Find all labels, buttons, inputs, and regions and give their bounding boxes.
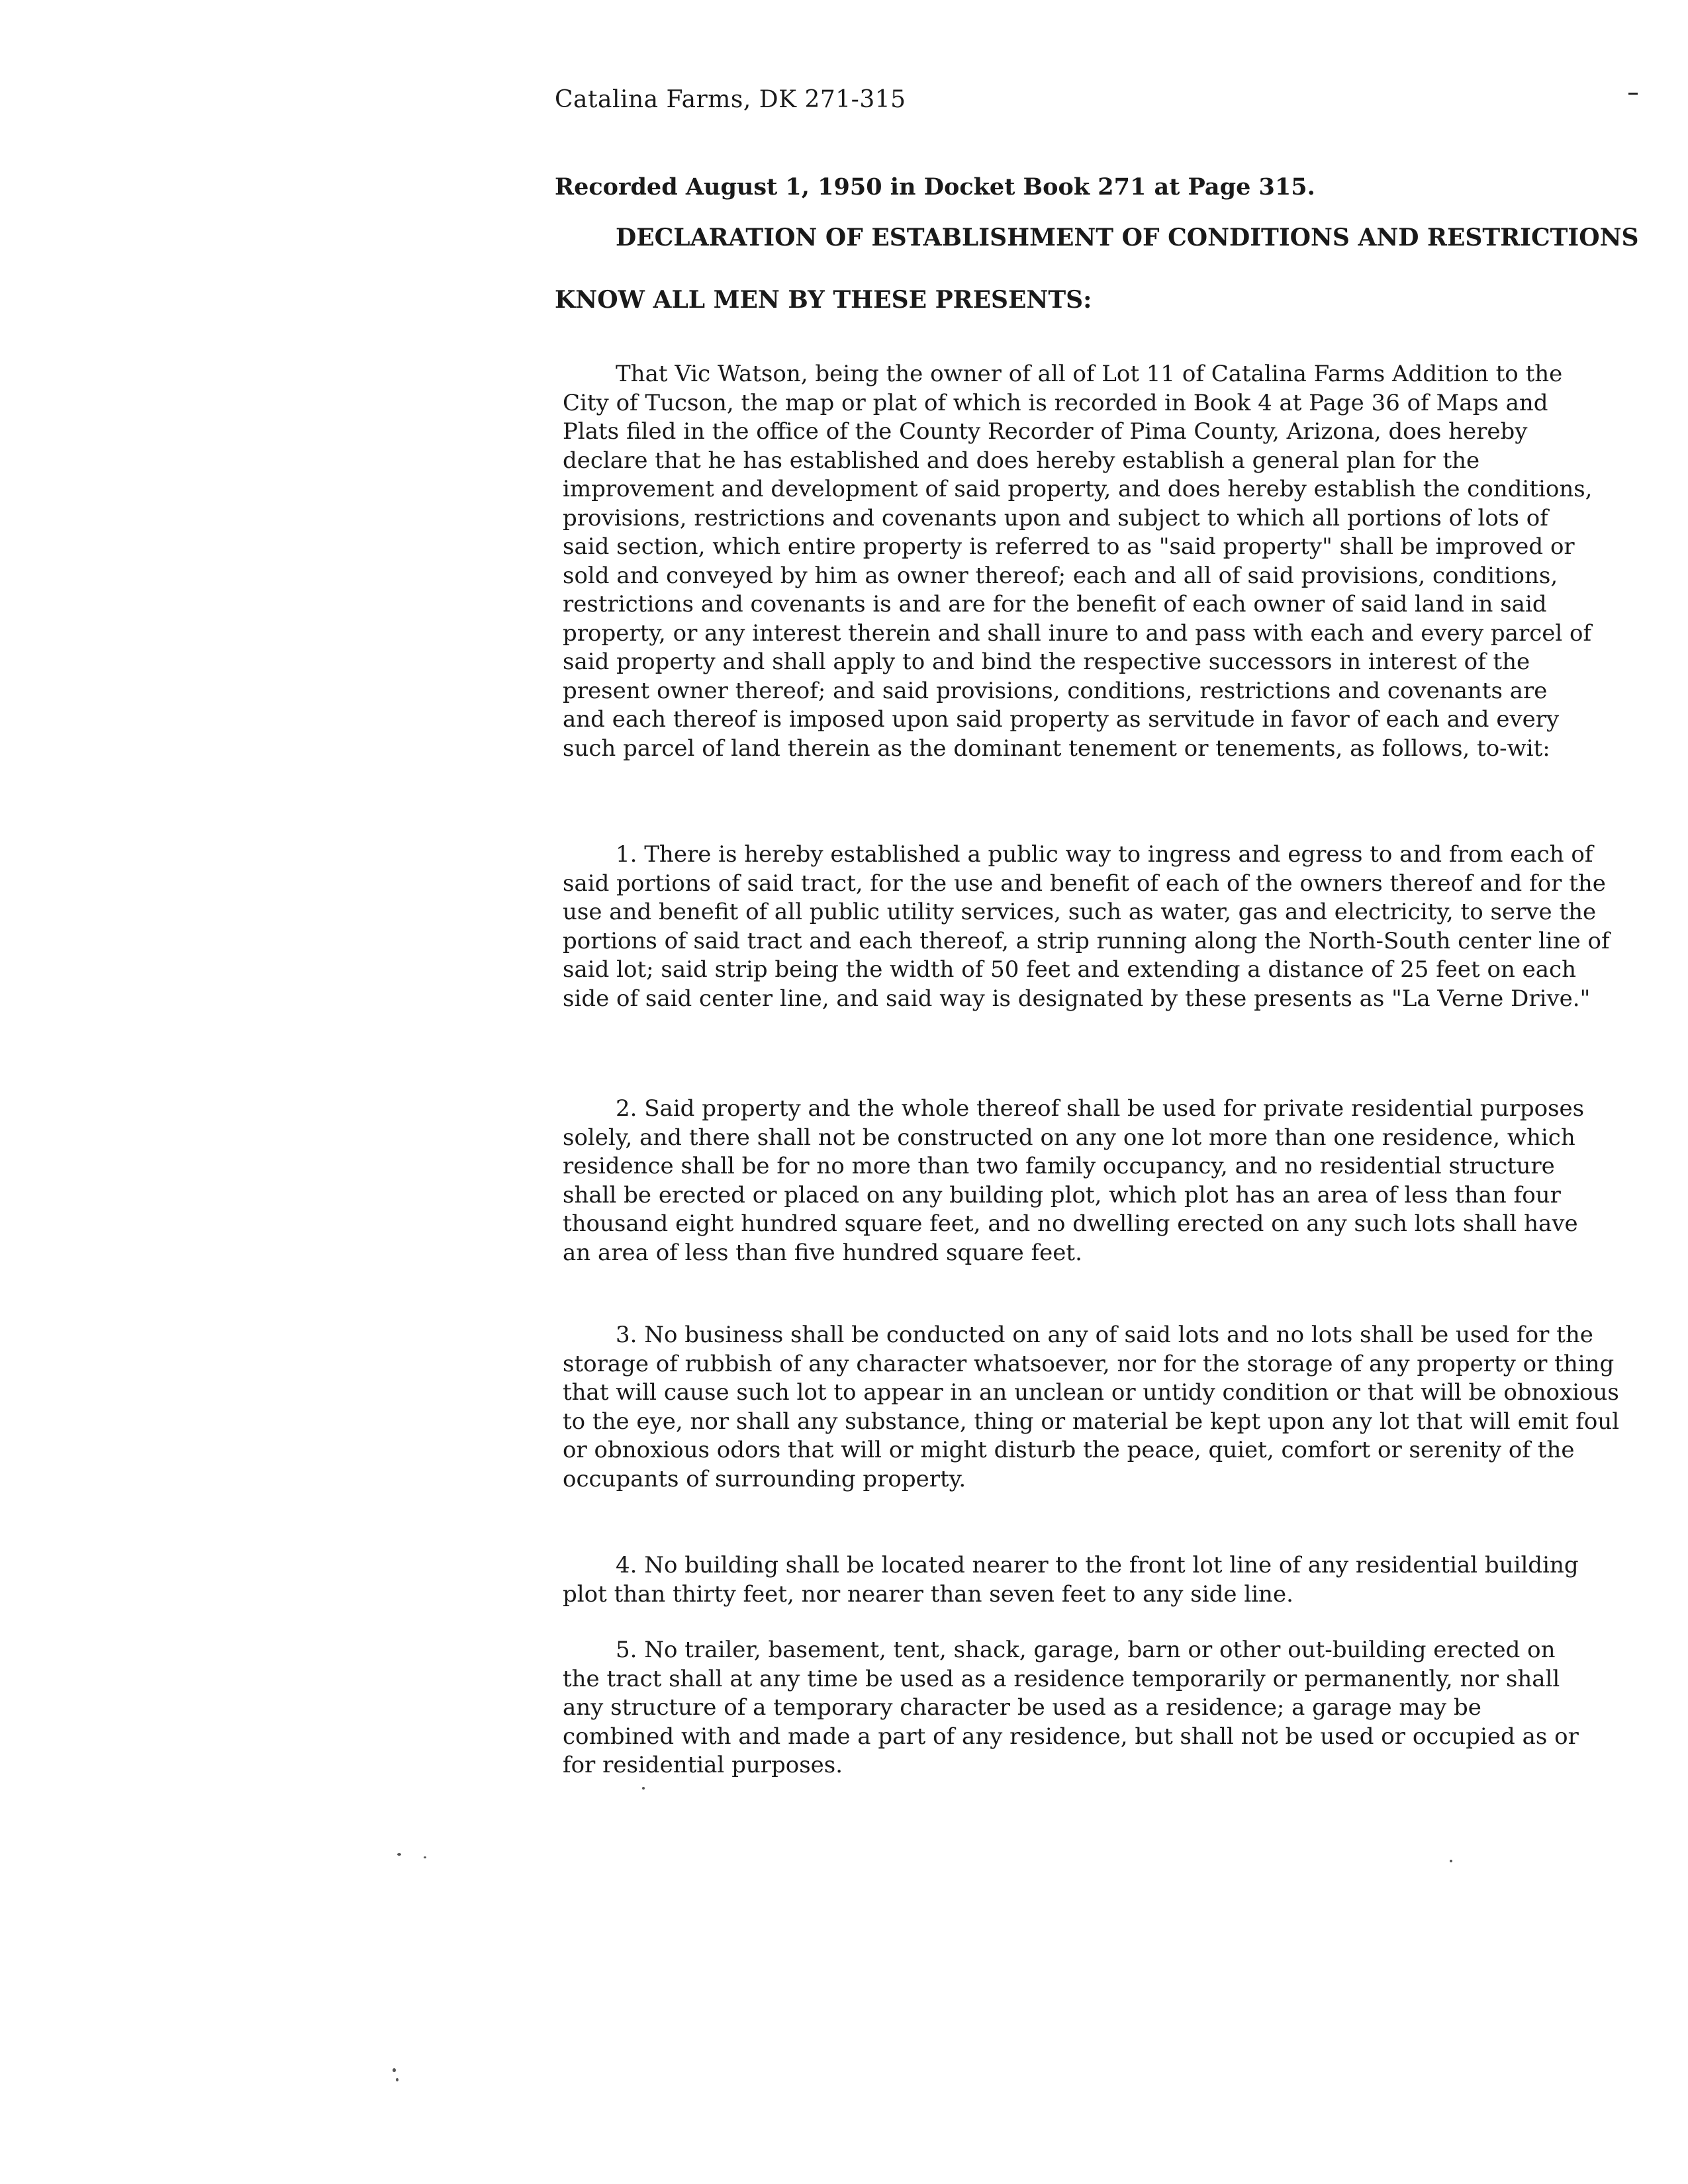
scan-speck [397,1853,401,1856]
scan-margin-mark [1628,93,1638,95]
scan-speck [1450,1860,1452,1862]
scan-speck [393,2068,396,2072]
document-title: DECLARATION OF ESTABLISHMENT OF CONDITIONS AND RESTRICTIONS [616,224,1639,251]
restriction-5-paragraph: 5. No trailer, basement, tent, shack, garage, barn or other out-building erected on the tract shall at any time be used as a residence temporarily or permanently, nor shall any structure of a temporary character be used as a residence; a garage may be combined with and made a part of any residence, but shall not be used or occupied as or for residential purposes. [563,1637,1579,1778]
recording-info: Recorded August 1, 1950 in Docket Book 271 at Page 315. [555,173,1315,201]
salutation: KNOW ALL MEN BY THESE PRESENTS: [555,286,1092,314]
restriction-3-paragraph: 3. No business shall be conducted on any of said lots and no lots shall be used for the storage of rubbish of any character whatsoever, nor for the storage of any property or thing that will cause such lot to appear in an unclean or untidy condition or that will be obnoxious to the eye, nor shall any substance, thing or material be kept upon any lot that will emit foul or obnoxious odors that will or might disturb the peace, quiet, comfort or serenity of the occupants of surrounding property. [563,1322,1620,1492]
scan-speck [396,2078,399,2081]
intro-paragraph: That Vic Watson, being the owner of all of Lot 11 of Catalina Farms Addition to the City of Tucson, the map or plat of which is recorded in Book 4 at Page 36 of Maps and Plats filed in the office of the County Recorder of Pima County, Arizona, does hereby declare that he has established and does hereby establish a general plan for the improvement and development of said property, and does hereby establish the conditions, provisions, restrictions and covenants upon and subject to which all portions of lots of said section, which entire property is referred to as "said property" shall be improved or sold and conveyed by him as owner thereof; each and all of said provisions, conditions, restrictions and covenants is and are for the benefit of each owner of said land in said property, or any interest therein and shall inure to and pass with each and every parcel of said property and shall apply to and bind the respective successors in interest of the present owner thereof; and said provisions, conditions, restrictions and covenants are and each thereof is imposed upon said property as servitude in favor of each and every such parcel of land therein as the dominant tenement or tenements, as follows, to-wit: [563,361,1593,762]
document-header-reference: Catalina Farms, DK 271-315 [555,86,906,113]
restriction-4-paragraph: 4. No building shall be located nearer to the front lot line of any residential building plot than thirty feet, nor nearer than seven feet to any side line. [563,1552,1579,1608]
restriction-2-paragraph: 2. Said property and the whole thereof shall be used for private residential purposes solely, and there shall not be constructed on any one lot more than one residence, which residence shall be for no more than two family occupancy, and no residential structure shall be erected or placed on any building plot, which plot has an area of less than four thousand eight hundred square feet, and no dwelling erected on any such lots shall have an area of less than five hundred square feet. [563,1095,1585,1266]
scan-speck [642,1787,645,1790]
scan-speck [424,1856,426,1858]
restriction-1-paragraph: 1. There is hereby established a public way to ingress and egress to and from each of said portions of said tract, for the use and benefit of each of the owners thereof and for the use and benefit of all public utility services, such as water, gas and electricity, to serve the portions of said tract and each thereof, a strip running along the North-South center line of said lot; said strip being the width of 50 feet and extending a distance of 25 feet on each side of said center line, and said way is designated by these presents as "La Verne Drive." [563,841,1610,1012]
